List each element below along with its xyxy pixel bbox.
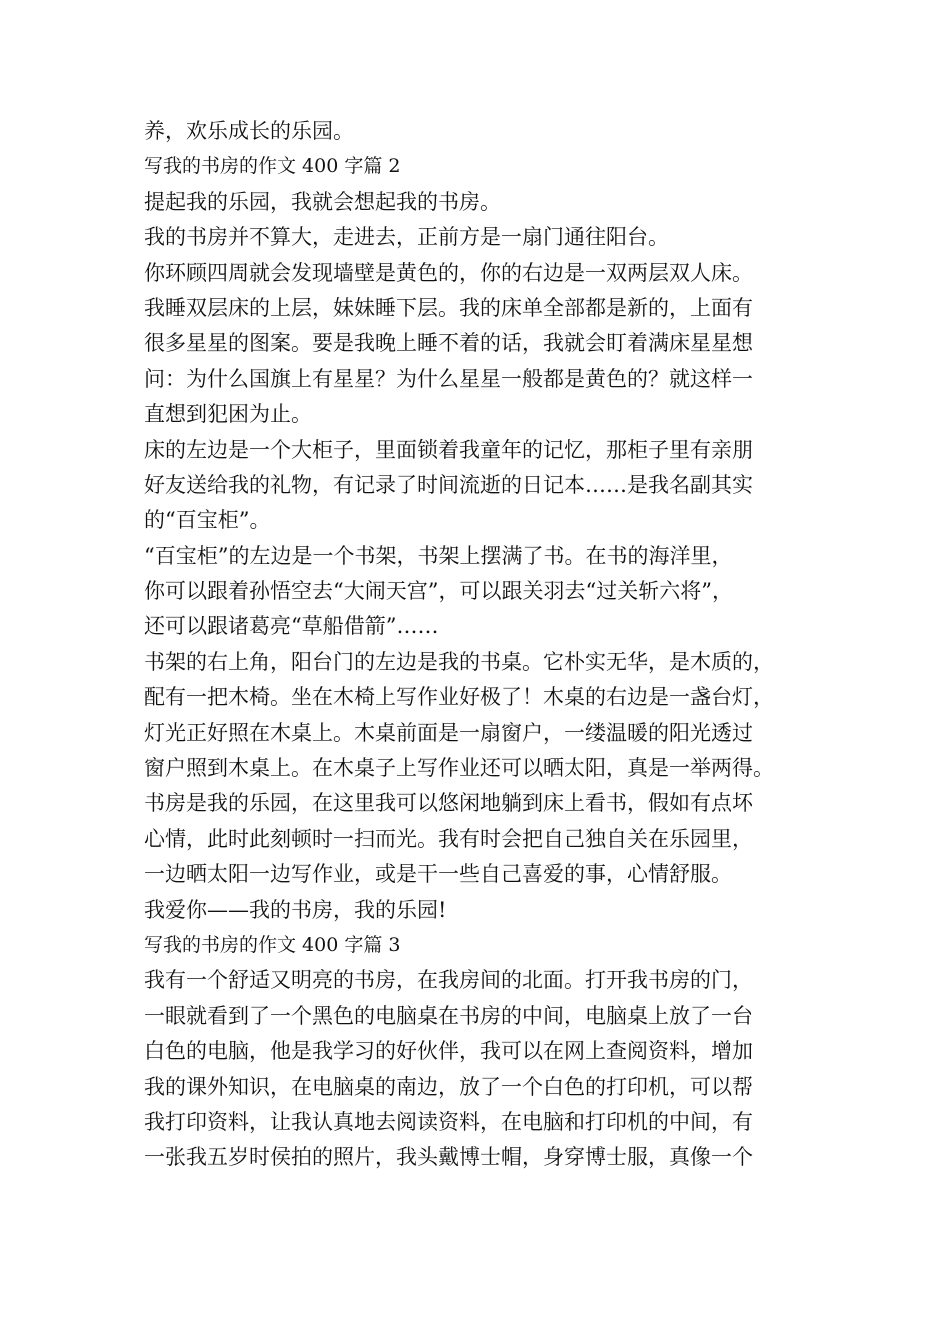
paragraph-line: 提起我的乐园，我就会想起我的书房。 bbox=[144, 189, 501, 214]
paragraph-line: 很多星星的图案。要是我晚上睡不着的话，我就会盯着满床星星想 bbox=[144, 331, 753, 356]
essay-text bbox=[144, 114, 824, 1176]
paragraph-line: 床的左边是一个大柜子，里面锁着我童年的记忆，那柜子里有亲朋 bbox=[144, 437, 753, 462]
paragraph-line: 我爱你——我的书房，我的乐园! bbox=[144, 897, 447, 922]
paragraph-line: 问：为什么国旗上有星星？为什么星星一般都是黄色的？就这样一 bbox=[144, 366, 753, 391]
paragraph-line: 的“百宝柜”。 bbox=[144, 508, 271, 533]
paragraph-line: 窗户照到木桌上。在木桌子上写作业还可以晒太阳，真是一举两得。 bbox=[144, 756, 774, 781]
paragraph-line: 一边晒太阳一边写作业，或是干一些自己喜爱的事，心情舒服。 bbox=[144, 862, 732, 887]
paragraph-line: 一眼就看到了一个黑色的电脑桌在书房的中间，电脑桌上放了一台 bbox=[144, 1003, 753, 1028]
paragraph-line: 我的课外知识，在电脑桌的南边，放了一个白色的打印机，可以帮 bbox=[144, 1074, 753, 1099]
section-heading-2: 写我的书房的作文 400 字篇 2 bbox=[144, 155, 401, 178]
paragraph-line: 我睡双层床的上层，妹妹睡下层。我的床单全部都是新的，上面有 bbox=[144, 295, 753, 320]
paragraph-line: 我的书房并不算大，走进去，正前方是一扇门通往阳台。 bbox=[144, 225, 669, 250]
paragraph-line: 你可以跟着孙悟空去“大闹天宫”，可以跟关羽去“过关斩六将”， bbox=[144, 579, 733, 604]
paragraph-line: 我打印资料，让我认真地去阅读资料，在电脑和打印机的中间，有 bbox=[144, 1109, 753, 1134]
section-heading-3: 写我的书房的作文 400 字篇 3 bbox=[144, 933, 401, 956]
paragraph-line: 养，欢乐成长的乐园。 bbox=[144, 119, 354, 143]
paragraph-line: 配有一把木椅。坐在木椅上写作业好极了！木桌的右边是一盏台灯， bbox=[144, 685, 774, 710]
paragraph-line: 灯光正好照在木桌上。木桌前面是一扇窗户，一缕温暖的阳光透过 bbox=[144, 720, 753, 745]
paragraph-line: 心情，此时此刻顿时一扫而光。我有时会把自己独自关在乐园里， bbox=[144, 826, 753, 851]
paragraph-line: 我有一个舒适又明亮的书房，在我房间的北面。打开我书房的门， bbox=[144, 968, 753, 993]
paragraph-line: 一张我五岁时侯拍的照片，我头戴博士帽，身穿博士服，真像一个 bbox=[144, 1145, 753, 1170]
paragraph-line: 书架的右上角，阳台门的左边是我的书桌。它朴实无华，是木质的， bbox=[144, 649, 774, 674]
paragraph-line: 直想到犯困为止。 bbox=[144, 402, 312, 427]
paragraph-line: 还可以跟诸葛亮“草船借箭”…… bbox=[144, 614, 439, 639]
paragraph-line: 白色的电脑，他是我学习的好伙伴，我可以在网上查阅资料，增加 bbox=[144, 1039, 753, 1064]
paragraph-line: 好友送给我的礼物，有记录了时间流逝的日记本……是我名副其实 bbox=[144, 472, 753, 497]
paragraph-line: 你环顾四周就会发现墙壁是黄色的，你的右边是一双两层双人床。 bbox=[144, 260, 753, 285]
paragraph-line: “百宝柜”的左边是一个书架，书架上摆满了书。在书的海洋里， bbox=[144, 543, 733, 568]
paragraph-line: 书房是我的乐园，在这里我可以悠闲地躺到床上看书，假如有点坏 bbox=[144, 791, 753, 816]
